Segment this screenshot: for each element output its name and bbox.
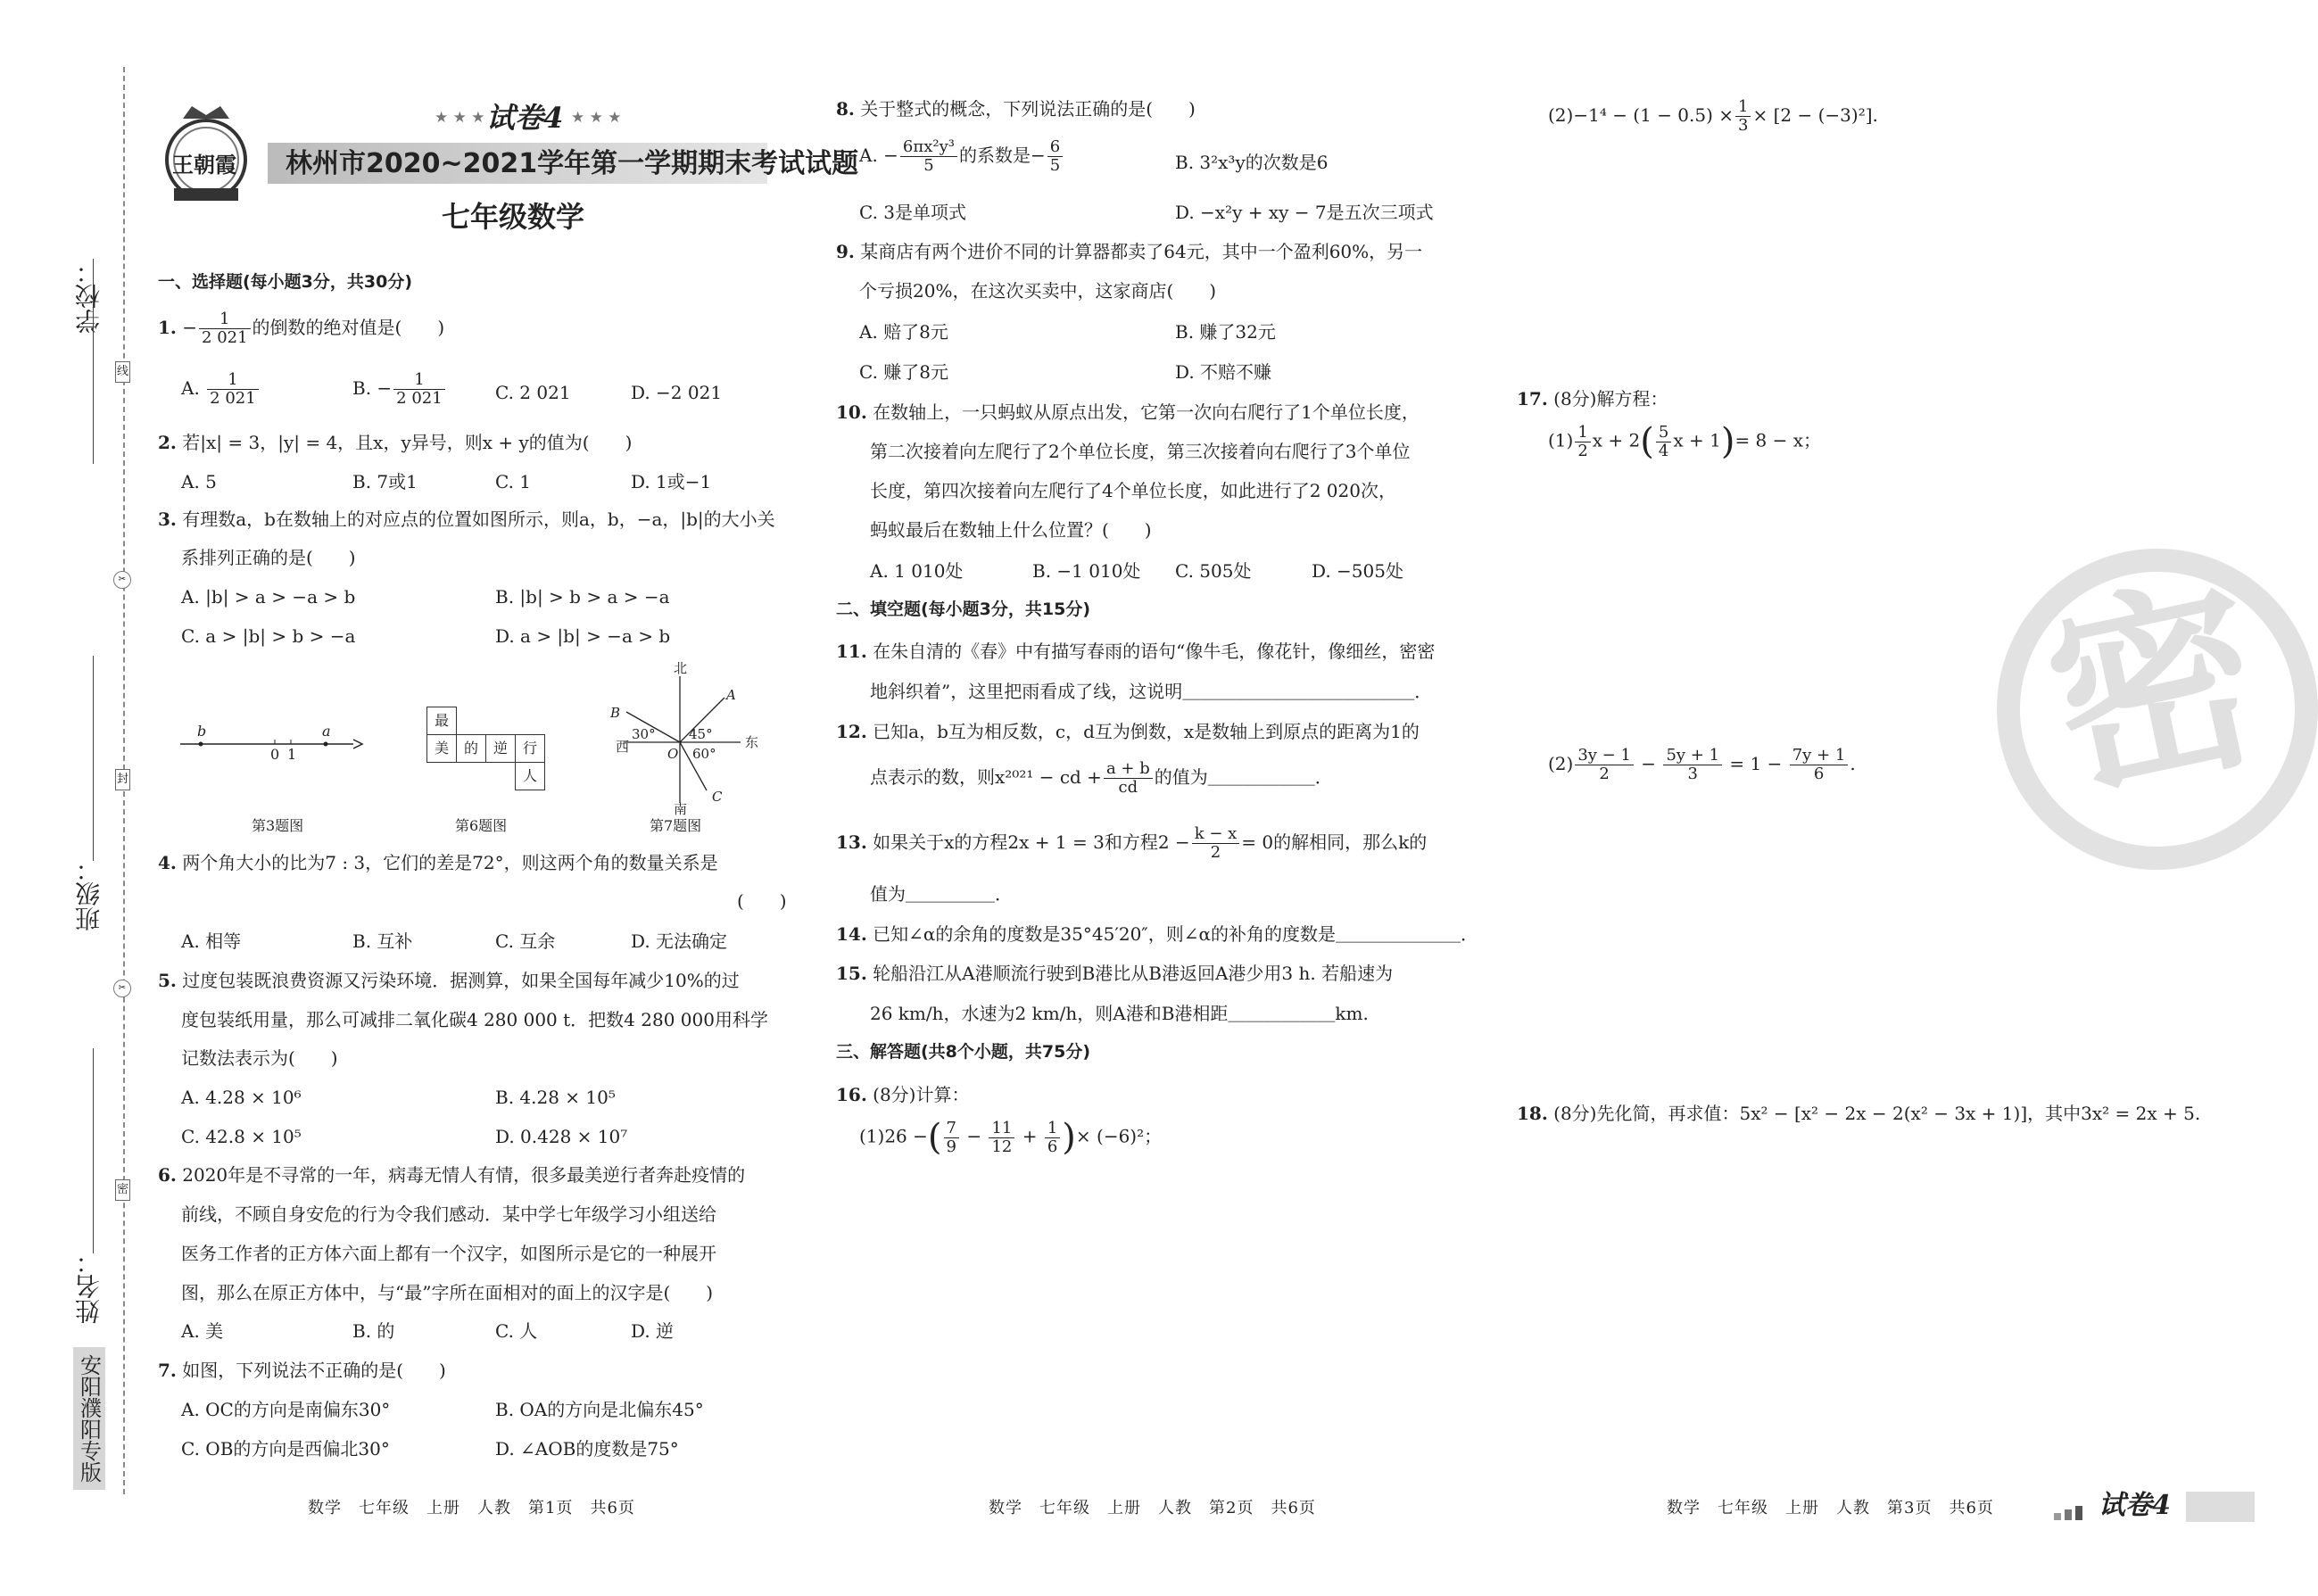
seal-seal-mark: 封 (115, 769, 130, 790)
q2-option-b[interactable]: B. 7或1 (352, 471, 418, 492)
section-choice-heading: 一、选择题(每小题3分，共30分) (158, 272, 413, 292)
question-17: 17. (8分)解方程： (1517, 388, 1668, 409)
class-underline (93, 656, 94, 861)
question-13: 13. 如果关于x的方程2x + 1 = 3和方程2 − $\frac{k - x}{2}$ = 0的解相同，那么k的 (836, 824, 1428, 862)
question-6-line3: 医务工作者的正方体六面上都有一个汉字，如图所示是它的一种展开 (181, 1243, 716, 1264)
question-6-line4: 图，那么在原正方体中，与“最”字所在面相对的面上的汉字是( ) (181, 1282, 714, 1303)
figure-6-caption: 第6题图 (455, 817, 508, 834)
question-17-part-2: (2) $\frac{3y - 1}{2}$ − $\frac{5y + 1}{3}$ = 1 − $\frac{7y + 1}{6}$ . (1548, 746, 1856, 783)
q9-option-a[interactable]: A. 赔了8元 (859, 321, 948, 343)
f7-angle-30: 30° (632, 726, 656, 742)
section-solve-heading: 三、解答题(共8个小题，共75分) (836, 1042, 1091, 1062)
footer-paper-badge: 试卷4 (2099, 1490, 2171, 1521)
brand-logo (156, 103, 256, 210)
net-cell-mei: 美 (426, 734, 457, 763)
footer-page-3: 数学 七年级 上册 人教 第3页 共6页 (1667, 1499, 1994, 1517)
school-underline (93, 259, 94, 464)
f7-west: 西 (616, 739, 630, 755)
edition-badge-text: 安阳濮阳专版 (76, 1354, 102, 1483)
q6-option-a[interactable]: A. 美 (181, 1320, 224, 1342)
question-6-line2: 前线，不顾自身安危的行为令我们感动．某中学七年级学习小组送给 (181, 1203, 716, 1225)
question-5: 5. 过度包装既浪费资源又污染环境．据测算，如果全国每年减少10%的过 (158, 970, 740, 991)
question-10-line2: 第二次接着向左爬行了2个单位长度，第三次接着向右爬行了3个单位 (870, 441, 1411, 462)
question-15-line2[interactable]: 26 km/h，水速为2 km/h，则A港和B港相距＿＿＿＿＿＿km. (870, 1003, 1369, 1024)
exam-title: 林州市2020~2021学年第一学期期末考试试题 (286, 148, 859, 179)
figure-7-caption: 第7题图 (650, 817, 702, 834)
class-label: 班级： (74, 856, 103, 931)
q10-option-d[interactable]: D. −505处 (1312, 560, 1403, 582)
question-9: 9. 某商店有两个进价不同的计算器都卖了64元，其中一个盈利60%，另一 (836, 241, 1423, 262)
class-field[interactable] (71, 856, 103, 931)
question-11: 11. 在朱自清的《春》中有描写春雨的语句“像牛毛，像花针，像细丝，密密 (836, 641, 1436, 662)
q9-option-c[interactable]: C. 赚了8元 (859, 361, 949, 383)
q3-option-b[interactable]: B. |b| > b > a > −a (495, 586, 670, 608)
f7-point-a: A (726, 687, 736, 703)
q10-option-b[interactable]: B. −1 010处 (1032, 560, 1141, 582)
school-label: 学校： (74, 259, 103, 334)
question-4: 4. 两个角大小的比为7 : 3，它们的差是72°，则这两个角的数量关系是 (158, 852, 718, 873)
f3-label-1: 1 (287, 746, 297, 763)
f7-point-c: C (712, 789, 723, 805)
question-9-line2: 个亏损20%，在这次买卖中，这家商店( ) (859, 280, 1217, 302)
f7-angle-60: 60° (692, 746, 716, 762)
footer-page-2: 数学 七年级 上册 人教 第2页 共6页 (989, 1499, 1316, 1517)
question-18: 18. (8分)先化简，再求值：5x² − [x² − 2x − 2(x² − 3x + 1)]，其中3x² = 2x + 5. (1517, 1103, 2201, 1124)
q2-option-c[interactable]: C. 1 (495, 471, 532, 492)
f7-north: 北 (674, 660, 688, 676)
question-7: 7. 如图，下列说法不正确的是( ) (158, 1360, 446, 1381)
q1-option-a[interactable]: A. $\frac{1}{2 021}$ (181, 371, 261, 408)
question-10: 10. 在数轴上，一只蚂蚁从原点出发，它第一次向右爬行了1个单位长度， (836, 401, 1420, 423)
question-16-part-2: (2)−1⁴ − (1 − 0.5) × $\frac{1}{3}$ × [2 − (−3)²]. (1548, 97, 1878, 135)
q4-option-b[interactable]: B. 互补 (352, 930, 413, 952)
net-cell-ren: 人 (515, 762, 545, 790)
watermark-glyph: 密 (2029, 553, 2281, 830)
question-1 (158, 310, 444, 347)
question-8: 8. 关于整式的概念，下列说法正确的是( ) (836, 98, 1196, 120)
name-underline (93, 1048, 94, 1253)
f7-angle-45: 45° (689, 726, 713, 742)
question-17-part-1: (1) $\frac{1}{2}$ x + 2( $\frac{5}{4}$ x + 1)= 8 − x； (1548, 421, 1822, 462)
question-16-part-1: (1)26 −( $\frac{7}{9}$ − $\frac{11}{12}$ + $\frac{1}{6}$ )× (−6)²； (859, 1117, 1163, 1158)
net-cell-ni: 逆 (485, 734, 516, 763)
q10-option-a[interactable]: A. 1 010处 (870, 560, 964, 582)
q9-option-b[interactable]: B. 赚了32元 (1175, 321, 1276, 343)
q8-option-b[interactable]: B. 3²x³y的次数是6 (1175, 152, 1329, 173)
figure-3-number-line (178, 723, 366, 763)
q4-option-c[interactable]: C. 互余 (495, 930, 556, 952)
name-label: 姓名： (74, 1249, 103, 1324)
q8-option-d[interactable]: D. −x²y + xy − 7是五次三项式 (1175, 202, 1434, 223)
q5-option-a[interactable]: A. 4.28 × 10⁶ (181, 1087, 302, 1108)
q5-option-d[interactable]: D. 0.428 × 10⁷ (495, 1126, 628, 1147)
q1-number: 1. (158, 316, 177, 338)
figure-7-compass (607, 660, 763, 816)
net-cell-de: 的 (456, 734, 486, 763)
f7-point-b: B (610, 705, 621, 721)
question-5-line2: 度包装纸用量，那么可减排二氧化碳4 280 000 t．把数4 280 000用科学 (181, 1009, 768, 1030)
q6-option-b[interactable]: B. 的 (352, 1320, 395, 1342)
scissors-icon: ✂ (113, 571, 131, 589)
q1-option-b[interactable]: B. − $\frac{1}{2 021}$ (352, 371, 447, 408)
seal-line-mark: 线 (115, 361, 130, 383)
question-10-line3: 长度，第四次接着向左爬行了4个单位长度，如此进行了2 020次， (870, 480, 1396, 501)
q7-option-b[interactable]: B. OA的方向是北偏东45° (495, 1399, 704, 1420)
title-stars-right: ★ ★ ★ (571, 109, 622, 127)
f7-south: 南 (674, 801, 688, 817)
question-2: 2. 若|x| = 3，|y| = 4，且x，y异号，则x + y的值为( ) (158, 432, 633, 453)
q1-fraction: $\frac{1}{2 021}$ (199, 310, 251, 347)
figure-6-cube-net (426, 707, 547, 796)
title-stars-left: ★ ★ ★ (435, 109, 485, 127)
q1-minus: − (182, 316, 198, 338)
question-15: 15. 轮船沿江从A港顺流行驶到B港比从B港返回A港少用3 h. 若船速为 (836, 963, 1394, 984)
f7-east: 东 (745, 734, 759, 750)
q1-option-d[interactable]: D. −2 021 (631, 382, 723, 403)
q9-option-d[interactable]: D. 不赔不赚 (1175, 361, 1272, 383)
f3-label-0: 0 (270, 746, 280, 763)
q1-option-c[interactable]: C. 2 021 (495, 382, 571, 403)
q2-option-a[interactable]: A. 5 (181, 471, 217, 492)
net-cell-xing: 行 (515, 734, 545, 763)
q3-option-a[interactable]: A. |b| > a > −a > b (181, 586, 356, 608)
q7-option-c[interactable]: C. OB的方向是西偏北30° (181, 1438, 390, 1460)
seal-dense-mark: 密 (115, 1179, 130, 1201)
footer-page-1: 数学 七年级 上册 人教 第1页 共6页 (308, 1499, 635, 1517)
paper-badge: 试卷4 (486, 101, 564, 135)
question-10-line4: 蚂蚁最后在数轴上什么位置？( ) (870, 519, 1152, 541)
q3-option-c[interactable]: C. a > |b| > b > −a (181, 625, 356, 647)
f3-label-a: a (322, 723, 331, 740)
scissors-icon: ✂ (113, 980, 131, 997)
q5-option-b[interactable]: B. 4.28 × 10⁵ (495, 1087, 616, 1108)
figure-3-caption: 第3题图 (252, 817, 304, 834)
net-cell-zui: 最 (426, 707, 457, 735)
question-6: 6. 2020年是不寻常的一年，病毒无情人有情，很多最美逆行者奔赴疫情的 (158, 1164, 746, 1186)
question-12-line2[interactable]: 点表示的数，则x²⁰²¹ − cd + $\frac{a + b}{cd}$ 的值为＿＿＿＿＿＿． (870, 759, 1333, 797)
q8-option-c[interactable]: C. 3是单项式 (859, 202, 967, 223)
q6-option-c[interactable]: C. 人 (495, 1320, 538, 1342)
f3-label-b: b (197, 723, 207, 740)
question-3-line2: 系排列正确的是( ) (181, 547, 356, 568)
question-12: 12. 已知a，b互为相反数，c，d互为倒数，x是数轴上到原点的距离为1的 (836, 721, 1420, 742)
footer-decor (2054, 1506, 2084, 1520)
q3-option-d[interactable]: D. a > |b| > −a > b (495, 625, 671, 647)
q4-option-d[interactable]: D. 无法确定 (631, 930, 728, 952)
question-3: 3. 有理数a，b在数轴上的对应点的位置如图所示，则a，b，−a，|b|的大小关 (158, 509, 775, 530)
f7-origin: O (667, 746, 679, 762)
q7-option-a[interactable]: A. OC的方向是南偏东30° (181, 1399, 391, 1420)
question-11-line2[interactable]: 地斜织着”，这里把雨看成了线，这说明＿＿＿＿＿＿＿＿＿＿＿＿＿． (870, 681, 1433, 702)
q1-text: 的倒数的绝对值是( ) (252, 316, 445, 338)
question-16: 16. (8分)计算： (836, 1084, 970, 1105)
q6-option-d[interactable]: D. 逆 (631, 1320, 675, 1342)
question-13-line2[interactable]: 值为＿＿＿＿＿． (870, 883, 1013, 905)
q4-option-a[interactable]: A. 相等 (181, 930, 242, 952)
q10-option-c[interactable]: C. 505处 (1175, 560, 1252, 582)
q7-option-d[interactable]: D. ∠AOB的度数是75° (495, 1438, 679, 1460)
q4-answer-paren[interactable]: ( ) (737, 890, 787, 912)
subject-title: 七年级数学 (442, 200, 585, 234)
name-field[interactable] (71, 1249, 103, 1324)
section-fill-heading: 二、填空题(每小题3分，共15分) (836, 600, 1091, 619)
q8-option-a[interactable]: A. − $\frac{\text{6πx²y³}}{5}$ 的系数是− $\frac{6}{5}$ (859, 138, 1064, 175)
edition-badge (73, 1347, 105, 1490)
question-14[interactable]: 14. 已知∠α的余角的度数是35°45′20″，则∠α的补角的度数是＿＿＿＿＿＿＿． (836, 923, 1479, 945)
question-5-line3: 记数法表示为( ) (181, 1047, 338, 1069)
q2-option-d[interactable]: D. 1或−1 (631, 471, 712, 492)
q5-option-c[interactable]: C. 42.8 × 10⁵ (181, 1126, 302, 1147)
logo-text: 王朝霞 (172, 152, 236, 178)
footer-bar (2186, 1492, 2255, 1522)
